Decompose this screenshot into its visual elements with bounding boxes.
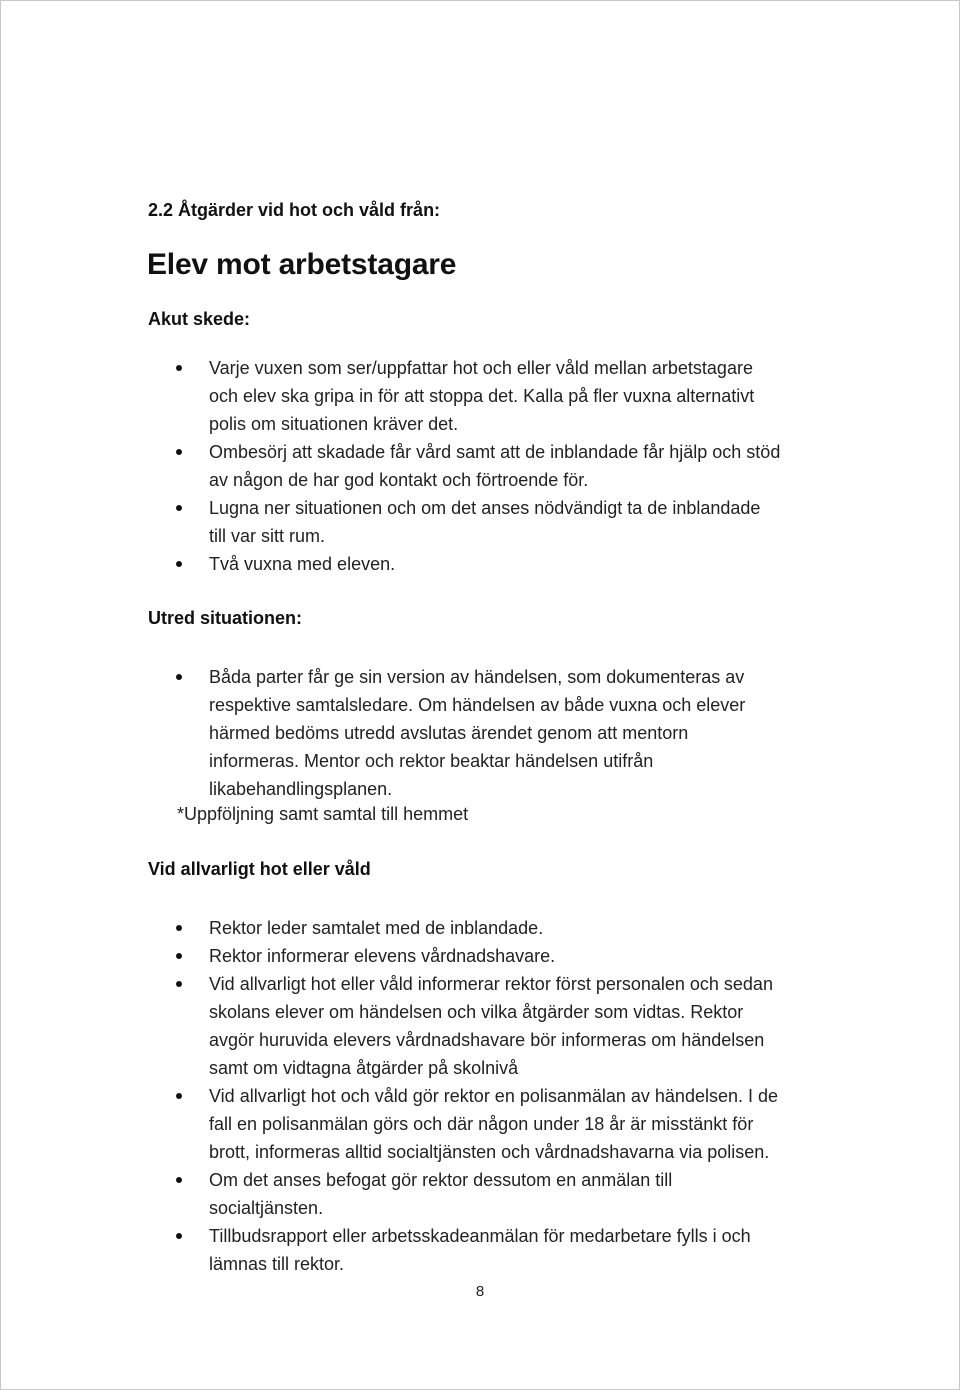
list-item: Rektor informerar elevens vårdnadshavare.: [0, 942, 889, 970]
list-item: Om det anses befogat gör rektor dessutom en anmälan till socialtjänsten.: [0, 1166, 889, 1222]
list-item: Vid allvarligt hot eller våld informerar rektor först personalen och sedan skolans elever om händelsen och vilka åtgärder som vidtas. Rektor avgör huruvida elevers vårdnadshavare bör informeras om händelsen samt om vidtagna åtgärder på skolnivå: [0, 970, 889, 1082]
akut-heading: Akut skede:: [148, 309, 251, 329]
list-item: Lugna ner situationen och om det anses nödvändigt ta de inblandade till var sitt rum.: [0, 494, 889, 550]
allvarligt-list: [0, 914, 889, 1278]
bullet-icon: [176, 449, 182, 455]
section-heading: 2.2 Åtgärder vid hot och våld från:: [148, 200, 441, 220]
followup-note: *Uppföljning samt samtal till hemmet: [177, 804, 469, 824]
utred-heading: Utred situationen:: [148, 608, 303, 628]
bullet-icon: [176, 1177, 182, 1183]
list-item: Båda parter får ge sin version av händelsen, som dokumenteras av respektive samtalsledare. Om händelsen av både vuxna och elever härmed bedöms utredd avslutas ärendet genom att mentorn informeras. Mentor och rektor beaktar händelsen utifrån likabehandlingsplanen.: [0, 663, 889, 803]
bullet-icon: [176, 505, 182, 511]
akut-list: [0, 354, 889, 578]
allvarligt-heading: Vid allvarligt hot eller våld: [148, 859, 371, 879]
list-item: Två vuxna med eleven.: [0, 550, 889, 578]
bullet-icon: [176, 1233, 182, 1239]
bullet-icon: [176, 925, 182, 931]
list-item: Rektor leder samtalet med de inblandade.: [0, 914, 889, 942]
page-title: Elev mot arbetstagare: [147, 248, 457, 281]
list-item: Ombesörj att skadade får vård samt att de inblandade får hjälp och stöd av någon de har god kontakt och förtroende för.: [0, 438, 889, 494]
bullet-icon: [176, 981, 182, 987]
list-item: Vid allvarligt hot och våld gör rektor en polisanmälan av händelsen. I de fall en polisanmälan görs och där någon under 18 år är misstänkt för brott, informeras alltid socialtjänsten och vårdnadshavarna via polisen.: [0, 1082, 889, 1166]
list-item: Varje vuxen som ser/uppfattar hot och eller våld mellan arbetstagare och elev ska gripa in för att stoppa det. Kalla på fler vuxna alternativt polis om situationen kräver det.: [0, 354, 889, 438]
bullet-icon: [176, 953, 182, 959]
page-number: 8: [475, 1283, 485, 1300]
bullet-icon: [176, 365, 182, 371]
list-item: Tillbudsrapport eller arbetsskadeanmälan för medarbetare fylls i och lämnas till rektor.: [0, 1222, 889, 1278]
bullet-icon: [176, 674, 182, 680]
bullet-icon: [176, 1093, 182, 1099]
bullet-icon: [176, 561, 182, 567]
utred-list: [0, 663, 889, 803]
